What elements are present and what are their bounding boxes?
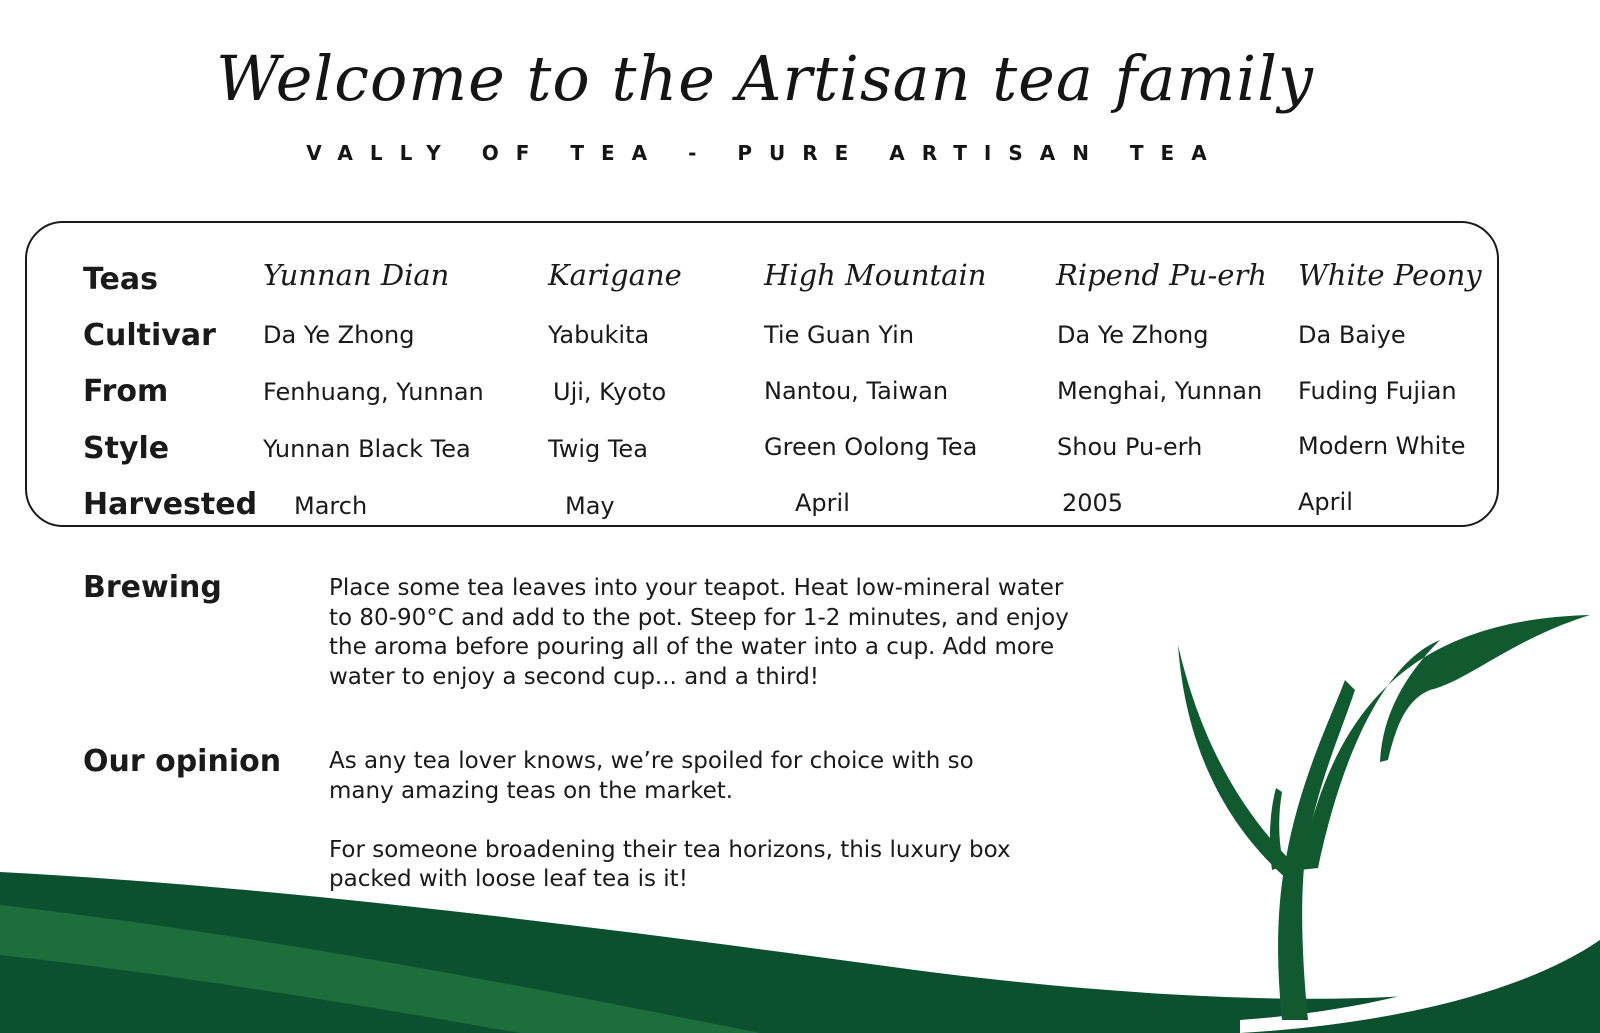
brewing-label: Brewing [83, 570, 222, 605]
tea-style: Green Oolong Tea [764, 433, 978, 461]
tea-harvested: April [795, 489, 850, 517]
tea-harvested: March [294, 492, 368, 520]
tea-style: Shou Pu-erh [1057, 433, 1203, 461]
opinion-line: many amazing teas on the market. [329, 777, 734, 804]
brewing-line: the aroma before pouring all of the water into a cup. Add more [329, 634, 1055, 660]
brewing-line: to 80-90°C and add to the pot. Steep for 1-2 minutes, and enjoy [329, 604, 1069, 631]
row-label-from: From [83, 374, 169, 409]
tea-origin: Fuding Fujian [1298, 377, 1457, 405]
brewing-line: Place some tea leaves into your teapot. Heat low-mineral water [329, 575, 1064, 601]
tea-cultivar: Da Baiye [1298, 321, 1406, 349]
tea-name: High Mountain [764, 258, 987, 292]
opinion-label: Our opinion [83, 744, 282, 779]
sprout-right-leaf [1300, 615, 1590, 870]
brewing-line: water to enjoy a second cup... and a third! [329, 663, 820, 690]
opinion-line: For someone broadening their tea horizons, this luxury box [329, 836, 1011, 863]
tea-cultivar: Tie Guan Yin [764, 321, 915, 349]
tea-harvested: April [1298, 488, 1353, 516]
tea-cultivar: Da Ye Zhong [263, 321, 415, 349]
tea-harvested: 2005 [1062, 489, 1124, 517]
row-label-cultivar: Cultivar [83, 318, 216, 353]
paragraph-spacer [329, 806, 1011, 836]
tea-origin: Nantou, Taiwan [764, 377, 949, 405]
tea-cultivar: Da Ye Zhong [1057, 321, 1209, 349]
tea-style: Twig Tea [548, 435, 648, 463]
tea-origin: Fenhuang, Yunnan [263, 378, 484, 406]
page-subtitle: VALLY OF TEA - PURE ARTISAN TEA [306, 141, 1224, 165]
tea-info-card [25, 221, 1499, 527]
tea-name: Yunnan Dian [263, 258, 450, 292]
tea-name: White Peony [1298, 258, 1482, 292]
row-label-style: Style [83, 431, 170, 466]
opinion-line: As any tea lover knows, we’re spoiled for choice with so [329, 748, 974, 774]
tea-name: Karigane [548, 258, 682, 292]
tea-style: Yunnan Black Tea [263, 435, 471, 463]
row-label-harvested: Harvested [83, 487, 258, 522]
tea-harvested: May [565, 492, 615, 520]
row-label-teas: Teas [83, 262, 158, 297]
tea-style: Modern White [1298, 432, 1466, 460]
brewing-instructions [329, 574, 1069, 692]
tea-origin: Uji, Kyoto [553, 378, 667, 406]
tea-origin: Menghai, Yunnan [1057, 377, 1263, 405]
opinion-text [329, 747, 1011, 895]
tea-name: Ripend Pu-erh [1056, 258, 1267, 292]
page-title: Welcome to the Artisan tea family [216, 42, 1314, 115]
sprout-branch [1270, 788, 1284, 870]
opinion-line: packed with loose leaf tea is it! [329, 866, 688, 892]
tea-cultivar: Yabukita [548, 321, 650, 349]
